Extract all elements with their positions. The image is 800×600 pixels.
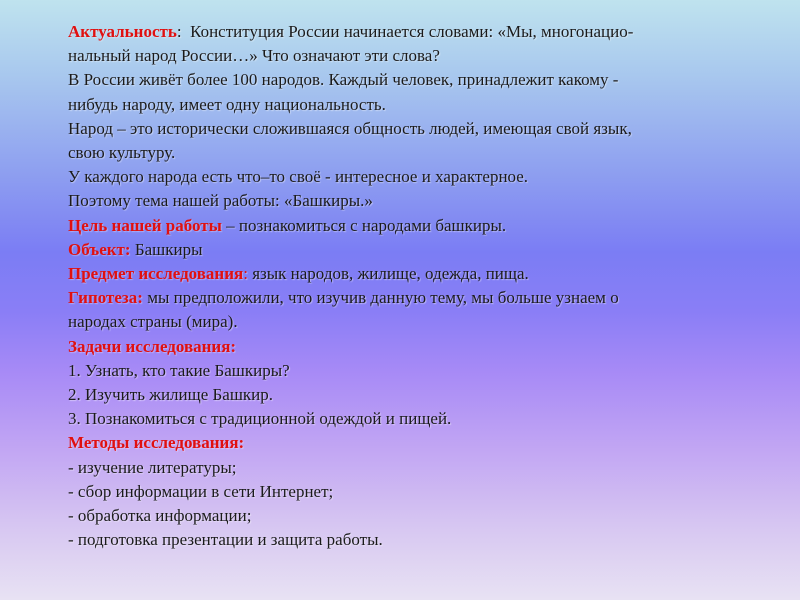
relevance-line-1 xyxy=(68,20,733,44)
method-item: - изучение литературы; xyxy=(68,457,237,477)
relevance-line-2: нальный народ России…» Что означают эти слова? xyxy=(68,46,440,66)
task-item: 1. Узнать, кто такие Башкиры? xyxy=(68,360,290,380)
nation-line-1: Народ – это исторически сложившаяся общность людей, имеющая свой язык, xyxy=(68,118,632,138)
object-line xyxy=(68,238,733,262)
slide-content xyxy=(68,20,733,552)
peoples-line-1: В России живёт более 100 народов. Каждый человек, принадлежит какому - xyxy=(68,70,619,90)
task-item: 3. Познакомиться с традиционной одеждой и пищей. xyxy=(68,409,452,429)
subject-line xyxy=(68,262,733,286)
goal-line xyxy=(68,214,733,238)
subject-text: язык народов, жилище, одежда, пища. xyxy=(247,264,529,284)
relevance-text: Конституция России начинается словами: «Мы, многонацио- xyxy=(181,22,634,41)
peoples-line-2: нибудь народу, имеет одну национальность. xyxy=(68,94,386,114)
tasks-heading: Задачи исследования: xyxy=(68,336,237,356)
goal-text: – познакомиться с народами башкиры. xyxy=(221,215,507,235)
object-label: Объект: xyxy=(68,239,131,259)
nation-line-2: свою культуру. xyxy=(68,143,176,163)
goal-label: Цель нашей работы xyxy=(68,215,222,235)
object-text: Башкиры xyxy=(130,239,203,259)
hypothesis-line-1 xyxy=(68,286,733,310)
method-item: - подготовка презентации и защита работы. xyxy=(68,530,383,550)
hypothesis-label: Гипотеза: xyxy=(68,288,143,308)
method-item: - сбор информации в сети Интернет; xyxy=(68,481,334,501)
topic-line: Поэтому тема нашей работы: «Башкиры.» xyxy=(68,191,373,211)
methods-heading: Методы исследования: xyxy=(68,433,245,453)
hypothesis-text: мы предположили, что изучив данную тему, мы больше узнаем о xyxy=(142,288,619,308)
relevance-label: Актуальность xyxy=(68,22,177,41)
relevance-colon: : xyxy=(176,22,182,41)
unique-line: У каждого народа есть что–то своё - интересное и характерное. xyxy=(68,167,529,187)
method-item: - обработка информации; xyxy=(68,506,252,526)
hypothesis-line-2: народах страны (мира). xyxy=(68,312,238,332)
subject-label: Предмет исследования xyxy=(68,264,244,284)
subject-colon: : xyxy=(243,264,248,284)
task-item: 2. Изучить жилище Башкир. xyxy=(68,385,274,405)
